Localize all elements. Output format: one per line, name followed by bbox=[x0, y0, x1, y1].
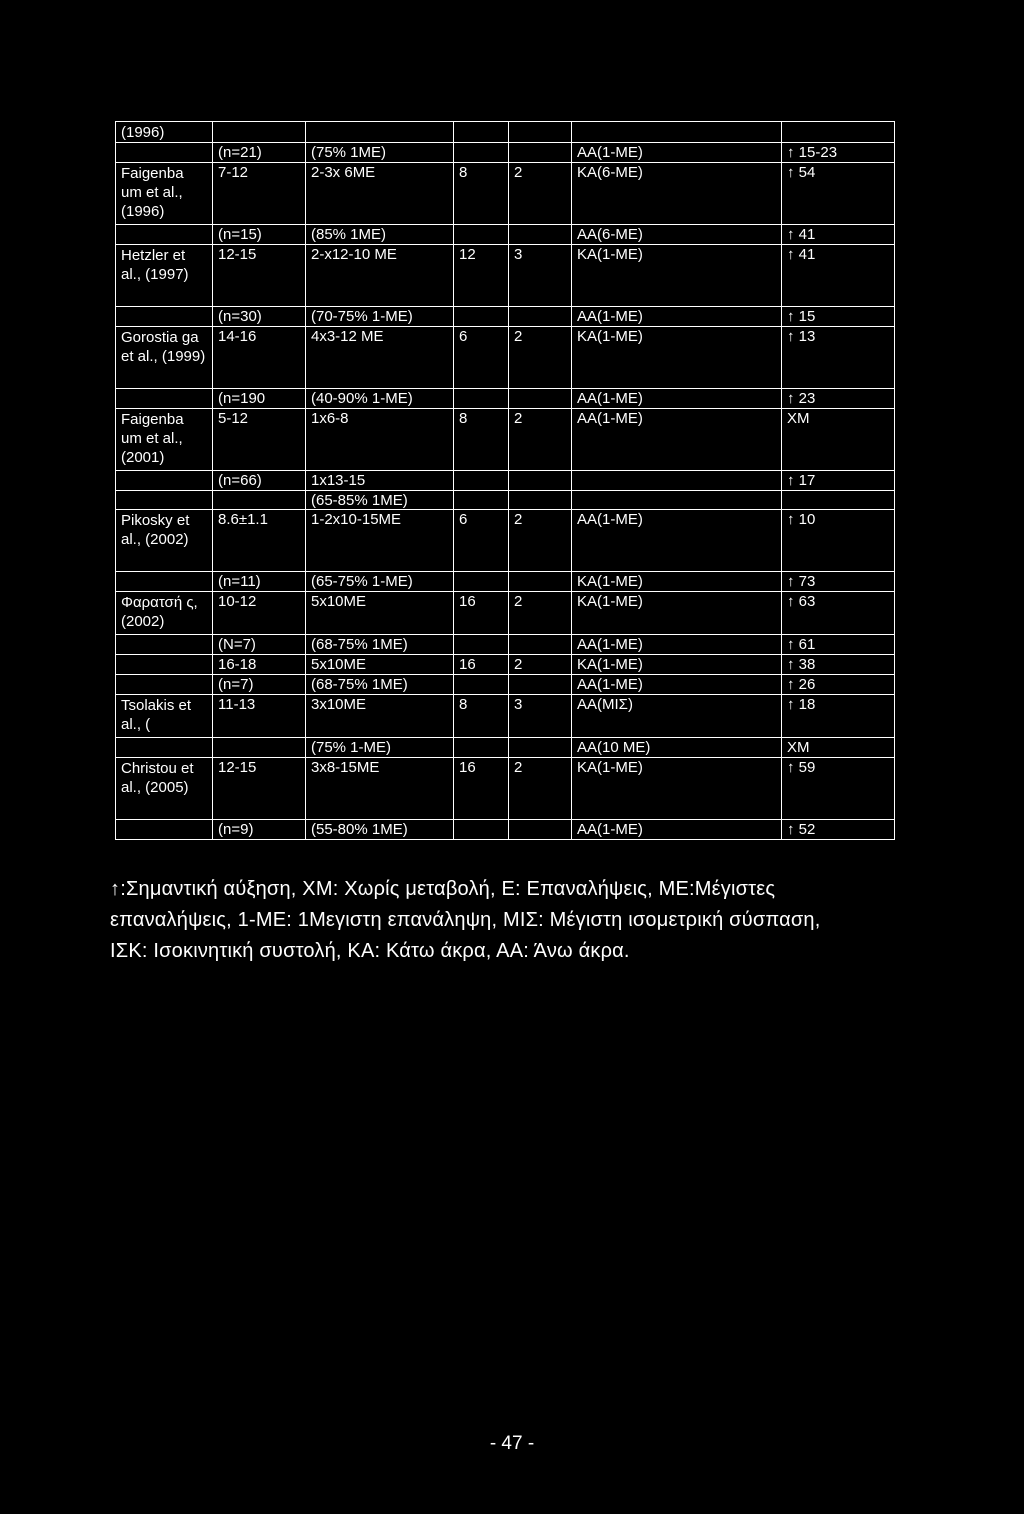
cell-protocol: 1x13-15 bbox=[306, 471, 454, 491]
table-row bbox=[116, 655, 895, 675]
cell-n: (n=7) bbox=[213, 675, 306, 695]
cell-protocol: (85% 1ΜΕ) bbox=[306, 225, 454, 245]
cell-protocol: 1-2x10-15ME bbox=[306, 510, 454, 572]
cell-study: Faigenba um et al., (1996) bbox=[116, 163, 213, 225]
cell-result: ↑ 10 bbox=[782, 510, 895, 572]
cell-result bbox=[782, 122, 895, 143]
cell-study: Pikosky et al., (2002) bbox=[116, 510, 213, 572]
cell-study bbox=[116, 389, 213, 409]
cell-sessions: 2 bbox=[509, 655, 572, 675]
table-row bbox=[116, 820, 895, 840]
cell-study: Faigenba um et al., (2001) bbox=[116, 409, 213, 471]
cell-n: 14-16 bbox=[213, 327, 306, 389]
cell-result: ↑ 59 bbox=[782, 758, 895, 820]
table-row bbox=[116, 738, 895, 758]
cell-n bbox=[213, 738, 306, 758]
cell-sessions bbox=[509, 471, 572, 491]
table-row bbox=[116, 389, 895, 409]
cell-study bbox=[116, 635, 213, 655]
cell-test: ΚΑ(1-ΜΕ) bbox=[572, 758, 782, 820]
cell-sessions: 2 bbox=[509, 592, 572, 635]
cell-sessions: 3 bbox=[509, 695, 572, 738]
cell-test bbox=[572, 491, 782, 510]
cell-sessions: 2 bbox=[509, 409, 572, 471]
cell-test bbox=[572, 471, 782, 491]
cell-protocol: (70-75% 1-ΜΕ) bbox=[306, 307, 454, 327]
cell-sessions: 2 bbox=[509, 758, 572, 820]
cell-protocol: (75% 1ΜΕ) bbox=[306, 143, 454, 163]
cell-weeks bbox=[454, 572, 509, 592]
cell-protocol: 2-3x 6ME bbox=[306, 163, 454, 225]
cell-sessions: 2 bbox=[509, 163, 572, 225]
cell-result: ↑ 54 bbox=[782, 163, 895, 225]
table-row bbox=[116, 695, 895, 738]
cell-protocol: 4x3-12 ME bbox=[306, 327, 454, 389]
table-row bbox=[116, 143, 895, 163]
cell-weeks bbox=[454, 820, 509, 840]
cell-result: ↑ 63 bbox=[782, 592, 895, 635]
cell-sessions bbox=[509, 675, 572, 695]
cell-result: ↑ 52 bbox=[782, 820, 895, 840]
table-row bbox=[116, 635, 895, 655]
cell-weeks: 8 bbox=[454, 695, 509, 738]
cell-protocol: 3x10ME bbox=[306, 695, 454, 738]
cell-test: ΑΑ(1-ΜΕ) bbox=[572, 675, 782, 695]
cell-sessions bbox=[509, 738, 572, 758]
cell-n: 16-18 bbox=[213, 655, 306, 675]
cell-sessions bbox=[509, 491, 572, 510]
cell-study: Φαρατσή ς,(2002) bbox=[116, 592, 213, 635]
cell-test: ΑΑ(1-ΜΕ) bbox=[572, 143, 782, 163]
cell-result: ↑ 26 bbox=[782, 675, 895, 695]
table-row bbox=[116, 409, 895, 471]
cell-test bbox=[572, 122, 782, 143]
cell-weeks bbox=[454, 307, 509, 327]
table-row bbox=[116, 307, 895, 327]
cell-sessions bbox=[509, 820, 572, 840]
cell-protocol: 1x6-8 bbox=[306, 409, 454, 471]
cell-n: (n=21) bbox=[213, 143, 306, 163]
cell-study bbox=[116, 572, 213, 592]
cell-weeks: 8 bbox=[454, 163, 509, 225]
cell-protocol: (40-90% 1-ΜΕ) bbox=[306, 389, 454, 409]
table-row bbox=[116, 471, 895, 491]
cell-weeks: 6 bbox=[454, 327, 509, 389]
cell-study: Gorostia ga et al., (1999) bbox=[116, 327, 213, 389]
cell-result: ↑ 23 bbox=[782, 389, 895, 409]
page-number: - 47 - bbox=[489, 1433, 535, 1454]
cell-test: ΚΑ(1-ΜΕ) bbox=[572, 327, 782, 389]
footnote-line-2: επαναλήψεις, 1-ΜΕ: 1Μεγιστη επανάληψη, ΜΙΣ: Μέγιστη ισομετρική σύσπαση, bbox=[110, 909, 821, 931]
cell-test: ΑΑ(ΜΙΣ) bbox=[572, 695, 782, 738]
cell-weeks: 16 bbox=[454, 592, 509, 635]
table-row bbox=[116, 163, 895, 225]
footnote-line-3: ΙΣΚ: Ισοκινητική συστολή, ΚΑ: Κάτω άκρα, ΑΑ: Άνω άκρα. bbox=[110, 940, 630, 962]
cell-sessions: 3 bbox=[509, 245, 572, 307]
cell-sessions bbox=[509, 307, 572, 327]
cell-weeks: 12 bbox=[454, 245, 509, 307]
cell-protocol: 2-x12-10 ME bbox=[306, 245, 454, 307]
cell-result: ΧΜ bbox=[782, 738, 895, 758]
cell-weeks: 6 bbox=[454, 510, 509, 572]
cell-weeks bbox=[454, 143, 509, 163]
cell-study bbox=[116, 655, 213, 675]
cell-weeks bbox=[454, 122, 509, 143]
cell-study bbox=[116, 143, 213, 163]
cell-n: 12-15 bbox=[213, 758, 306, 820]
cell-n: 5-12 bbox=[213, 409, 306, 471]
cell-n: (n=190 bbox=[213, 389, 306, 409]
cell-study bbox=[116, 491, 213, 510]
cell-weeks bbox=[454, 389, 509, 409]
cell-test: ΑΑ(1-ΜΕ) bbox=[572, 635, 782, 655]
table-row bbox=[116, 225, 895, 245]
cell-test: ΑΑ(6-ΜΕ) bbox=[572, 225, 782, 245]
cell-result: ↑ 73 bbox=[782, 572, 895, 592]
cell-study: Tsolakis et al., ( bbox=[116, 695, 213, 738]
cell-weeks bbox=[454, 675, 509, 695]
cell-study: (1996) bbox=[116, 122, 213, 143]
cell-weeks bbox=[454, 738, 509, 758]
cell-weeks bbox=[454, 635, 509, 655]
cell-sessions bbox=[509, 225, 572, 245]
cell-n: (n=11) bbox=[213, 572, 306, 592]
cell-result: ↑ 38 bbox=[782, 655, 895, 675]
cell-test: ΑΑ(1-ΜΕ) bbox=[572, 307, 782, 327]
cell-study bbox=[116, 675, 213, 695]
cell-result bbox=[782, 491, 895, 510]
cell-weeks: 16 bbox=[454, 655, 509, 675]
cell-weeks bbox=[454, 225, 509, 245]
cell-test: ΚΑ(1-ΜΕ) bbox=[572, 245, 782, 307]
cell-protocol: (65-85% 1ΜΕ) bbox=[306, 491, 454, 510]
cell-result: ↑ 15 bbox=[782, 307, 895, 327]
cell-test: ΑΑ(1-ΜΕ) bbox=[572, 510, 782, 572]
table-row bbox=[116, 592, 895, 635]
cell-n bbox=[213, 122, 306, 143]
cell-weeks: 8 bbox=[454, 409, 509, 471]
cell-protocol: (75% 1-ΜΕ) bbox=[306, 738, 454, 758]
cell-test: ΑΑ(10 ΜΕ) bbox=[572, 738, 782, 758]
cell-test: ΑΑ(1-ΜΕ) bbox=[572, 820, 782, 840]
footnote-line-1: ↑:Σημαντική αύξηση, ΧΜ: Χωρίς μεταβολή, Ε: Επαναλήψεις, ΜΕ:Μέγιστες bbox=[110, 878, 776, 900]
cell-n: (n=66) bbox=[213, 471, 306, 491]
cell-result: ↑ 15-23 bbox=[782, 143, 895, 163]
table-row bbox=[116, 122, 895, 143]
cell-sessions bbox=[509, 572, 572, 592]
cell-sessions: 2 bbox=[509, 327, 572, 389]
study-table bbox=[115, 121, 895, 840]
cell-protocol: (55-80% 1ΜΕ) bbox=[306, 820, 454, 840]
table-row bbox=[116, 510, 895, 572]
cell-study bbox=[116, 820, 213, 840]
cell-study bbox=[116, 471, 213, 491]
cell-result: ΧΜ bbox=[782, 409, 895, 471]
cell-study: Hetzler et al., (1997) bbox=[116, 245, 213, 307]
cell-sessions bbox=[509, 122, 572, 143]
cell-sessions: 2 bbox=[509, 510, 572, 572]
cell-test: ΚΑ(1-ΜΕ) bbox=[572, 655, 782, 675]
cell-weeks bbox=[454, 471, 509, 491]
cell-result: ↑ 61 bbox=[782, 635, 895, 655]
cell-test: ΑΑ(1-ΜΕ) bbox=[572, 409, 782, 471]
table-body bbox=[116, 122, 895, 840]
table-row bbox=[116, 572, 895, 592]
cell-protocol bbox=[306, 122, 454, 143]
cell-sessions bbox=[509, 143, 572, 163]
cell-n: 8.6±1.1 bbox=[213, 510, 306, 572]
cell-n bbox=[213, 491, 306, 510]
cell-result: ↑ 18 bbox=[782, 695, 895, 738]
cell-result: ↑ 13 bbox=[782, 327, 895, 389]
cell-study bbox=[116, 225, 213, 245]
table-row bbox=[116, 327, 895, 389]
cell-test: ΑΑ(1-ΜΕ) bbox=[572, 389, 782, 409]
cell-protocol: (68-75% 1ΜΕ) bbox=[306, 635, 454, 655]
cell-n: (N=7) bbox=[213, 635, 306, 655]
cell-test: ΚΑ(1-ΜΕ) bbox=[572, 572, 782, 592]
cell-n: 12-15 bbox=[213, 245, 306, 307]
cell-n: (n=15) bbox=[213, 225, 306, 245]
cell-test: ΚΑ(1-ΜΕ) bbox=[572, 592, 782, 635]
cell-protocol: 3x8-15ME bbox=[306, 758, 454, 820]
cell-study: Christou et al., (2005) bbox=[116, 758, 213, 820]
table-row bbox=[116, 491, 895, 510]
cell-sessions bbox=[509, 635, 572, 655]
cell-protocol: (68-75% 1ΜΕ) bbox=[306, 675, 454, 695]
cell-test: ΚΑ(6-ΜΕ) bbox=[572, 163, 782, 225]
cell-sessions bbox=[509, 389, 572, 409]
cell-weeks bbox=[454, 491, 509, 510]
cell-study bbox=[116, 738, 213, 758]
cell-n: 10-12 bbox=[213, 592, 306, 635]
cell-n: (n=30) bbox=[213, 307, 306, 327]
cell-n: (n=9) bbox=[213, 820, 306, 840]
cell-n: 7-12 bbox=[213, 163, 306, 225]
cell-result: ↑ 41 bbox=[782, 225, 895, 245]
cell-protocol: 5x10ME bbox=[306, 592, 454, 635]
cell-protocol: 5x10ME bbox=[306, 655, 454, 675]
cell-weeks: 16 bbox=[454, 758, 509, 820]
cell-study bbox=[116, 307, 213, 327]
cell-result: ↑ 41 bbox=[782, 245, 895, 307]
table-row bbox=[116, 245, 895, 307]
cell-result: ↑ 17 bbox=[782, 471, 895, 491]
footnote bbox=[110, 874, 910, 967]
cell-n: 11-13 bbox=[213, 695, 306, 738]
table-row bbox=[116, 758, 895, 820]
table-row bbox=[116, 675, 895, 695]
cell-protocol: (65-75% 1-ΜΕ) bbox=[306, 572, 454, 592]
